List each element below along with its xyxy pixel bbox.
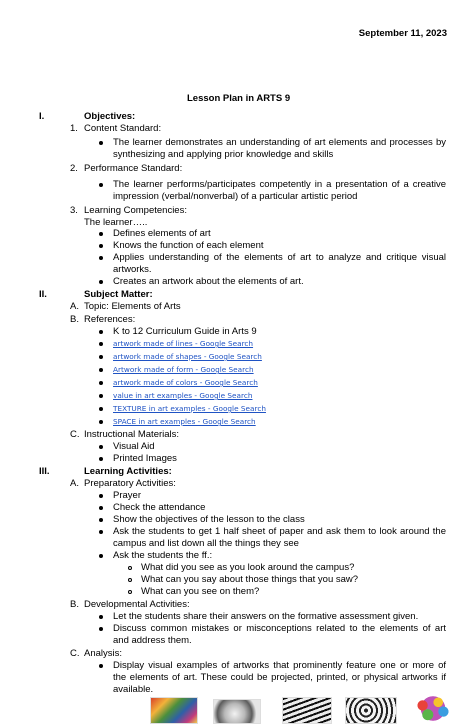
sub-bullet-icon (128, 566, 132, 570)
reference-link[interactable]: value in art examples - Google Search (113, 391, 253, 400)
competency-item: Knows the function of each element (113, 240, 264, 251)
colorful-tree-mosaic-image (407, 693, 459, 724)
bullet-icon (99, 394, 103, 398)
performance-standard-label: Performance Standard: (84, 163, 183, 174)
materials-label: Instructional Materials: (84, 429, 180, 440)
bullet-icon (99, 554, 103, 558)
bullet-icon (99, 627, 103, 631)
list-letter: C. (70, 648, 80, 659)
topic-text: Topic: Elements of Arts (84, 301, 181, 312)
section-heading-subject-matter: Subject Matter: (84, 289, 153, 300)
page-title: Lesson Plan in ARTS 9 (187, 93, 291, 104)
bullet-icon (99, 420, 103, 424)
preparatory-item: Check the attendance (113, 502, 206, 513)
reference-link[interactable]: SPACE in art examples - Google Search (113, 417, 256, 426)
preparatory-item: Show the objectives of the lesson to the class (113, 514, 305, 525)
developmental-label: Developmental Activities: (84, 599, 190, 610)
bullet-icon (99, 615, 103, 619)
bullet-icon (99, 494, 103, 498)
competencies-intro: The learner….. (84, 217, 148, 228)
list-letter: B. (70, 599, 79, 610)
bullet-icon (99, 256, 103, 260)
competency-item: Creates an artwork about the elements of art. (113, 276, 304, 287)
question-item: What can you say about those things that you saw? (141, 574, 359, 585)
bullet-icon (99, 330, 103, 334)
list-number: 2. (70, 163, 78, 174)
references-label: References: (84, 314, 136, 325)
bullet-icon (99, 664, 103, 668)
preparatory-item: Ask the students the ff.: (113, 550, 213, 561)
bullet-icon (99, 355, 103, 359)
developmental-item: Discuss common mistakes or misconceptions related to the elements of art and address them. (113, 623, 446, 646)
reference-link[interactable]: TEXTURE in art examples - Google Search (113, 404, 266, 413)
content-standard-label: Content Standard: (84, 123, 162, 134)
preparatory-item: Ask the students to get 1 half sheet of paper and ask them to look around the campus and list down all the things they see (113, 526, 446, 549)
section-numeral: II. (39, 289, 47, 300)
black-white-wavy-lines-art-image (345, 697, 397, 724)
content-standard-text: The learner demonstrates an understanding of art elements and processes by synthesizing and applying prior knowledge and skills (113, 137, 446, 160)
bullet-icon (99, 141, 103, 145)
bullet-icon (99, 445, 103, 449)
bullet-icon (99, 530, 103, 534)
document-date: September 11, 2023 (358, 28, 447, 39)
analysis-label: Analysis: (84, 648, 123, 659)
bullet-icon (99, 280, 103, 284)
list-letter: B. (70, 314, 79, 325)
question-item: What can you see on them? (141, 586, 260, 597)
bullet-icon (99, 244, 103, 248)
list-letter: A. (70, 478, 79, 489)
black-white-line-pattern-image (282, 697, 332, 724)
list-number: 3. (70, 205, 78, 216)
preparatory-label: Preparatory Activities: (84, 478, 176, 489)
material-item: Visual Aid (113, 441, 155, 452)
bullet-icon (99, 506, 103, 510)
reference-link[interactable]: artwork made of lines - Google Search (113, 339, 254, 348)
bullet-icon (99, 368, 103, 372)
performance-standard-text: The learner performs/participates competently in a presentation of a creative impression (verbal/nonverbal) of a particular artistic period (113, 179, 446, 202)
bullet-icon (99, 381, 103, 385)
bullet-icon (99, 518, 103, 522)
bullet-icon (99, 183, 103, 187)
developmental-item: Let the students share their answers on the formative assessment given. (113, 611, 419, 622)
preparatory-item: Prayer (113, 490, 141, 501)
section-numeral: III. (39, 466, 50, 477)
list-number: 1. (70, 123, 78, 134)
reference-link[interactable]: artwork made of shapes - Google Search (113, 352, 262, 361)
section-numeral: I. (39, 111, 45, 122)
bullet-icon (99, 342, 103, 346)
reference-link[interactable]: Artwork made of form - Google Search (113, 365, 254, 374)
bullet-icon (99, 457, 103, 461)
reference-guide: K to 12 Curriculum Guide in Arts 9 (113, 326, 257, 337)
section-heading-learning-activities: Learning Activities: (84, 466, 172, 477)
section-heading-objectives: Objectives: (84, 111, 136, 122)
competency-item: Defines elements of art (113, 228, 211, 239)
sub-bullet-icon (128, 590, 132, 594)
list-letter: C. (70, 429, 80, 440)
question-item: What did you see as you look around the campus? (141, 562, 355, 573)
competency-item: Applies understanding of the elements of art to analyze and critique visual artworks. (113, 252, 446, 275)
competencies-label: Learning Competencies: (84, 205, 187, 216)
list-letter: A. (70, 301, 79, 312)
pencil-sphere-drawing-image (213, 699, 261, 724)
bullet-icon (99, 407, 103, 411)
reference-link[interactable]: artwork made of colors - Google Search (113, 378, 258, 387)
material-item: Printed Images (113, 453, 177, 464)
bullet-icon (99, 232, 103, 236)
sub-bullet-icon (128, 578, 132, 582)
analysis-item: Display visual examples of artworks that prominently feature one or more of the elements of art. These could be projected, printed, or physical artworks if available. (113, 660, 446, 695)
colorful-abstract-painting-image (150, 697, 198, 724)
